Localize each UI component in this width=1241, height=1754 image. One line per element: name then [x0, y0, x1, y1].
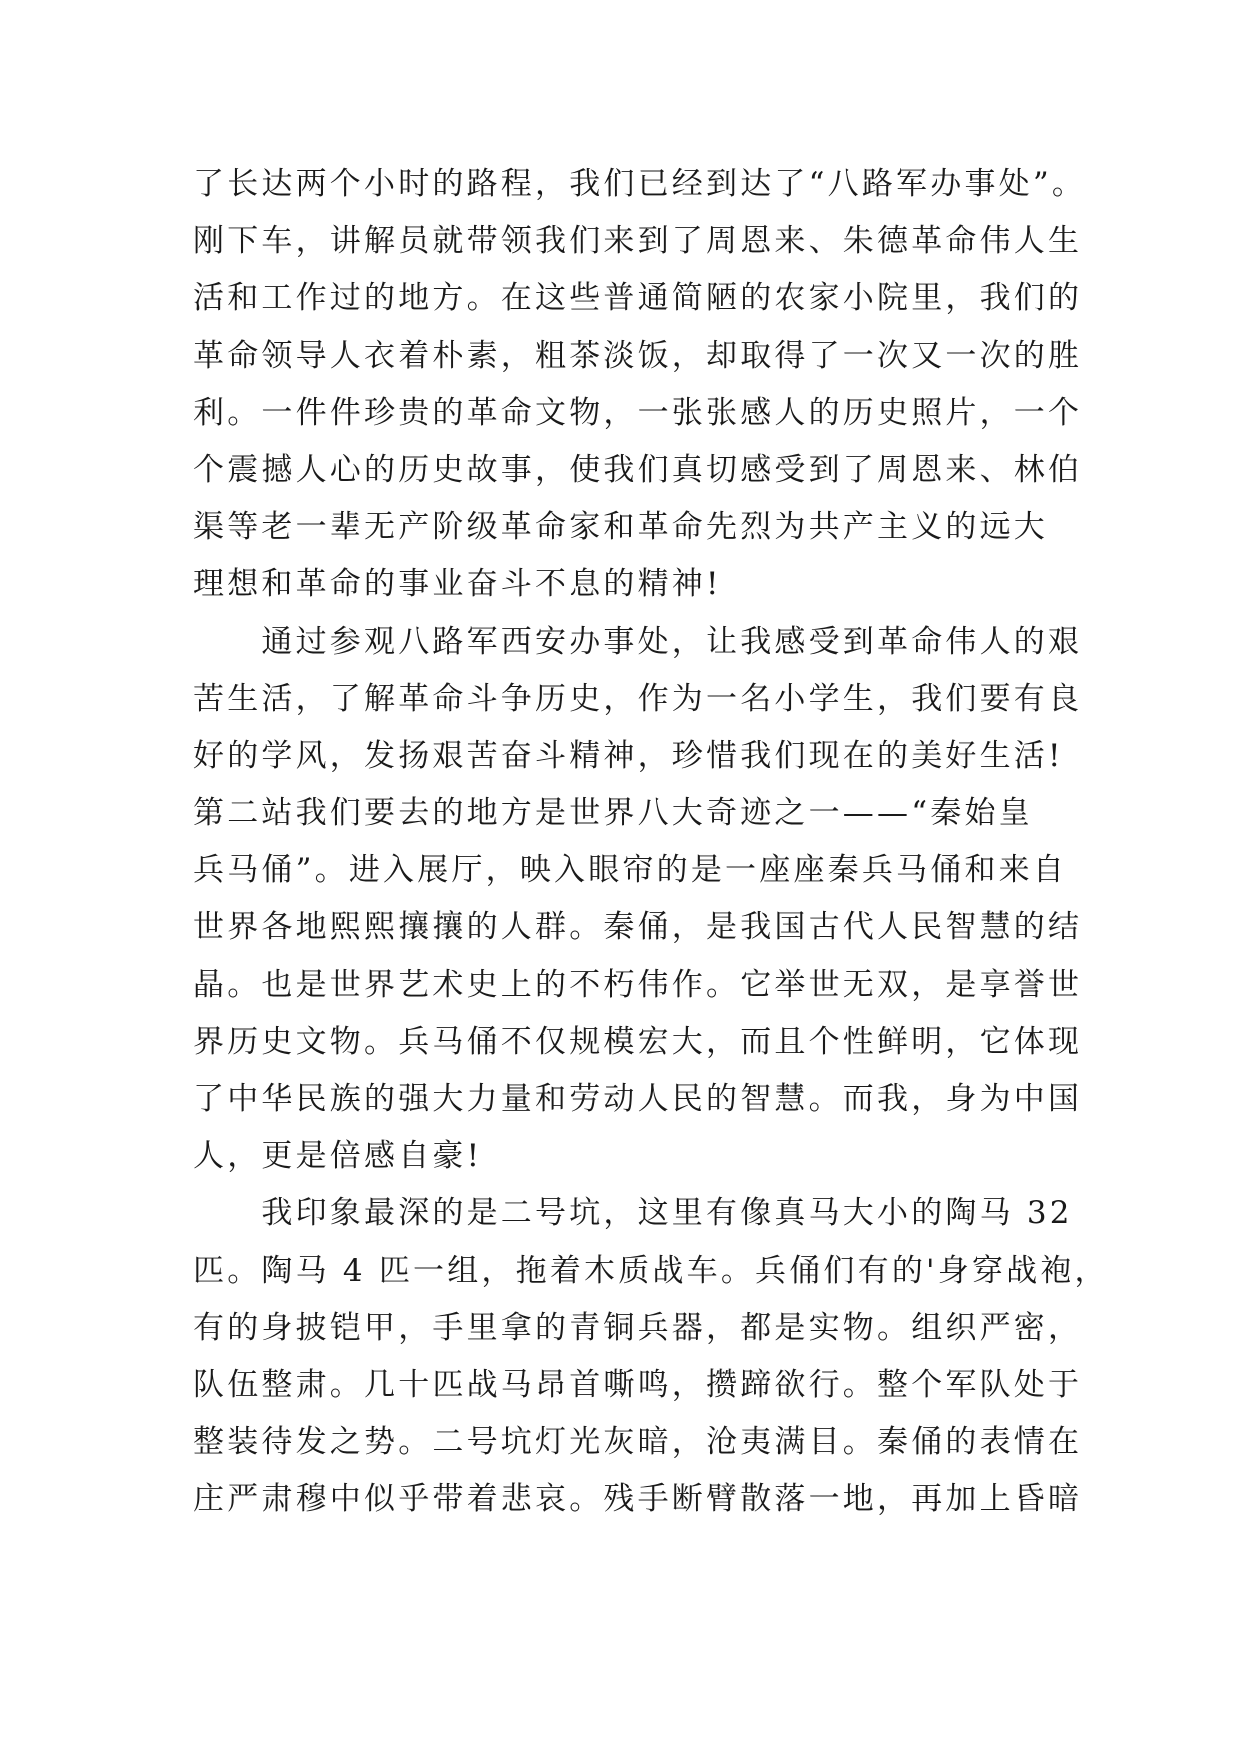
text-line: 了长达两个小时的路程，我们已经到达了“八路军办事处”。	[193, 166, 1087, 202]
text-line: 整装待发之势。二号坑灯光灰暗，沧夷满目。秦俑的表情在	[193, 1424, 1083, 1461]
text-line: 队伍整肃。几十匹战马昂首嘶鸣，攒蹄欲行。整个军队处于	[193, 1366, 1083, 1403]
text-line: 庄严肃穆中似乎带着悲哀。残手断臂散落一地，再加上昏暗	[193, 1481, 1083, 1518]
text-line: 了中华民族的强大力量和劳动人民的智慧。而我，身为中国	[193, 1081, 1083, 1117]
text-line: 苦生活，了解革命斗争历史，作为一名小学生，我们要有良	[193, 680, 1083, 717]
text-line: 晶。也是世界艺术史上的不朽伟作。它举世无双，是享誉世	[193, 966, 1083, 1003]
text-line: 个震撼人心的历史故事，使我们真切感受到了周恩来、林伯	[193, 451, 1083, 488]
text-line: 界历史文物。兵马俑不仅规模宏大，而且个性鲜明，它体现	[193, 1023, 1083, 1060]
text-line: 有的身披铠甲，手里拿的青铜兵器，都是实物。组织严密，	[193, 1309, 1083, 1346]
text-line: 好的学风，发扬艰苦奋斗精神，珍惜我们现在的美好生活!	[193, 737, 1064, 774]
text-line: 人，更是倍感自豪!	[193, 1138, 483, 1175]
text-line: 理想和革命的事业奋斗不息的精神!	[193, 566, 722, 603]
text-line: 刚下车，讲解员就带领我们来到了周恩来、朱德革命伟人生	[193, 223, 1083, 260]
text-line: 渠等老一辈无产阶级革命家和革命先烈为共产主义的远大	[193, 509, 1048, 546]
text-line: 匹。陶马 4 匹一组，拖着木质战车。兵俑们有的'身穿战袍，	[193, 1252, 1109, 1289]
body-text	[193, 156, 1109, 1529]
text-line: 活和工作过的地方。在这些普通简陋的农家小院里，我们的	[193, 280, 1083, 317]
text-line: 通过参观八路军西安办事处，让我感受到革命伟人的艰	[193, 623, 1083, 660]
text-line: 我印象最深的是二号坑，这里有像真马大小的陶马 32	[193, 1195, 1073, 1232]
text-line: 第二站我们要去的地方是世界八大奇迹之一——“秦始皇	[193, 795, 1033, 832]
text-line: 兵马俑”。进入展厅，映入眼帘的是一座座秦兵马俑和来自	[193, 852, 1068, 889]
text-line: 革命领导人衣着朴素，粗茶淡饭，却取得了一次又一次的胜	[193, 337, 1083, 374]
text-line: 世界各地熙熙攘攘的人群。秦俑，是我国古代人民智慧的结	[193, 909, 1083, 946]
text-line: 利。一件件珍贵的革命文物，一张张感人的历史照片，一个	[193, 394, 1083, 431]
